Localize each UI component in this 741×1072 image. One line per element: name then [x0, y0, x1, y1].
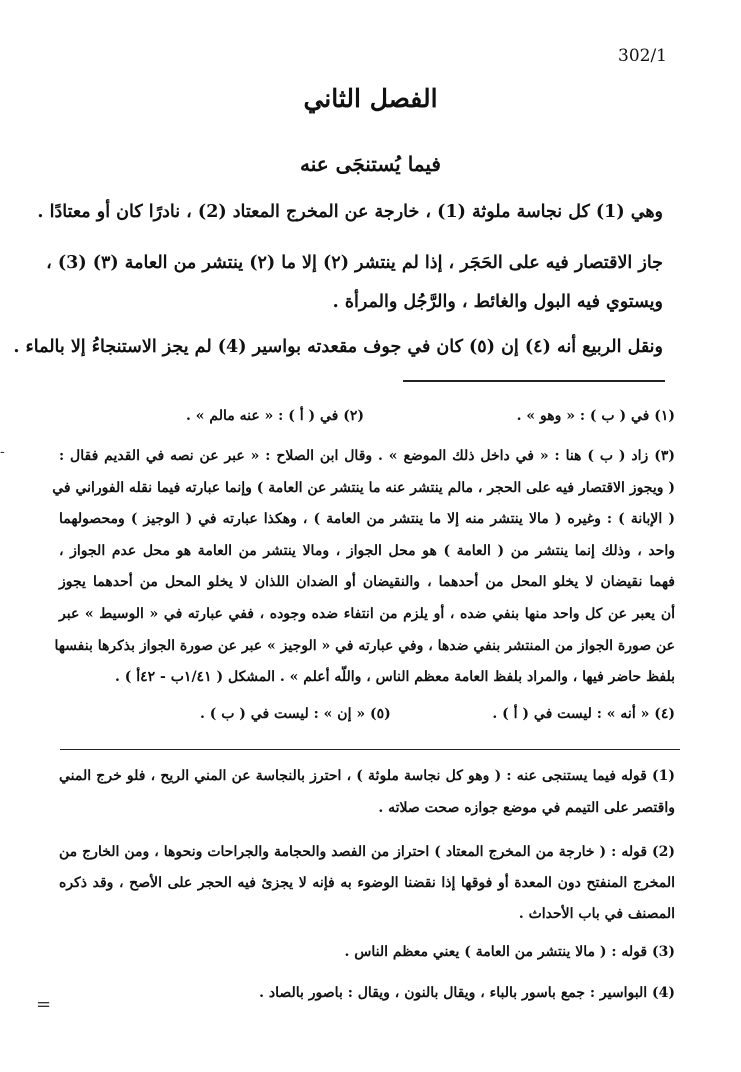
variant-note-3-line: فهما نقيضان لا يخلو المحل من أحدهما ، والنقيضان أو الضدان اللذان لا يخلو المحل من أحدهما يجوز [59, 574, 675, 590]
variant-note-2: (٢) في ( أ ) : « عنه مالم » . [186, 408, 364, 424]
variant-note-3-line: عن صورة الجواز من المنتشر بنفي ضدها ، وفي عبارته في « الوجيز » عبر عن صورة الجواز بذكرها بنفسها [54, 638, 675, 654]
commentary-line: (4) البواسير : جمع باسور بالباء ، ويقال بالنون ، ويقال : باصور بالصاد . [259, 985, 675, 1001]
variant-note-3-line: ( الإبانة ) : وغيره ( مالا ينتشر منه إلا ما ينتشر من العامة ) ، وهكذا عبارته في ( الوجيز ) ومحصولهما [59, 511, 675, 527]
commentary-line: (1) قوله فيما يستنجى عنه : ( وهو كل نجاسة ملوثة ) ، احترز بالنجاسة عن المني الريح ، فلو خرج المني [59, 768, 675, 784]
margin-mark: = [36, 994, 52, 1015]
variant-note-5: (٥) « إن » : ليست في ( ب ) . [200, 706, 391, 722]
footnote-separator [403, 380, 665, 382]
commentary-separator [60, 749, 680, 750]
commentary-line: (2) قوله : ( خارجة من المخرج المعتاد ) احتراز من الفصد والحجامة والجراحات ونحوها ، ومن الخارج من [59, 844, 675, 860]
margin-tick: - [0, 444, 5, 460]
main-text-line: وهي (1) كل نجاسة ملوثة (1) ، خارجة عن المخرج المعتاد (2) ، نادرًا كان أو معتادًا . [37, 202, 663, 222]
variant-note-3-line: بلفظ حاضر فيها ، والمراد بلفظ العامة معظم الناس ، واللّه أعلم » . المشكل ( ١/٤١ب - ٤٢أ ) . [114, 669, 675, 685]
variant-note-3-line: واحد ، وذلك إنما ينتشر من ( العامة ) هو محل الجواز ، ومالا ينتشر من العامة هو محل عدم الجواز ، [59, 543, 675, 559]
commentary-line: المخرج المنفتح دون المعدة أو فوقها إذا نقضنا الوضوء به فإنه لا يجزئ فيه الحجر على الأصح ، وقد ذكره [59, 875, 675, 891]
main-text-line: جاز الاقتصار فيه على الحَجَر ، إذا لم ينتشر (٢) إلا ما (٢) ينتشر من العامة (٣) (3) ، [46, 253, 663, 273]
commentary-line: (3) قوله : ( مالا ينتشر من العامة ) يعني معظم الناس . [344, 944, 675, 960]
commentary-line: واقتصر على التيمم في موضع جوازه صحت صلاته . [378, 800, 675, 816]
section-title: فيما يُستنجَى عنه [300, 152, 441, 176]
chapter-title: الفصل الثاني [303, 84, 438, 113]
variant-note-4: (٤) « أنه » : ليست في ( أ ) . [492, 706, 675, 722]
page-number: 302/1 [618, 46, 667, 66]
variant-note-1: (١) في ( ب ) : « وهو » . [516, 408, 675, 424]
commentary-line: المصنف في باب الأحداث . [518, 906, 675, 922]
variant-note-3-line: أن يعبر عن كل واحد منها بنفي ضده ، أو يلزم من انتفاء ضده وجوده ، ففي عبارته في « الوسيط » عبر [59, 606, 675, 622]
main-text-line: ويستوي فيه البول والغائط ، والرَّجُل والمرأة . [332, 292, 663, 312]
variant-note-3-line: (٣) زاد ( ب ) هنا : « في داخل ذلك الموضع » . وقال ابن الصلاح : « عبر عن نصه في القديم فقال : [59, 448, 675, 464]
variant-note-3-line: ( ويجوز الاقتصار فيه على الحجر ، مالم ينتشر عنه ما ينتشر عن العامة ) وإنما عبارته فيما نقله الفوراني في [52, 480, 675, 496]
main-text-line: ونقل الربيع أنه (٤) إن (٥) كان في جوف مقعدته بواسير (4) لم يجز الاستنجاءُ إلا بالماء . [13, 337, 663, 357]
